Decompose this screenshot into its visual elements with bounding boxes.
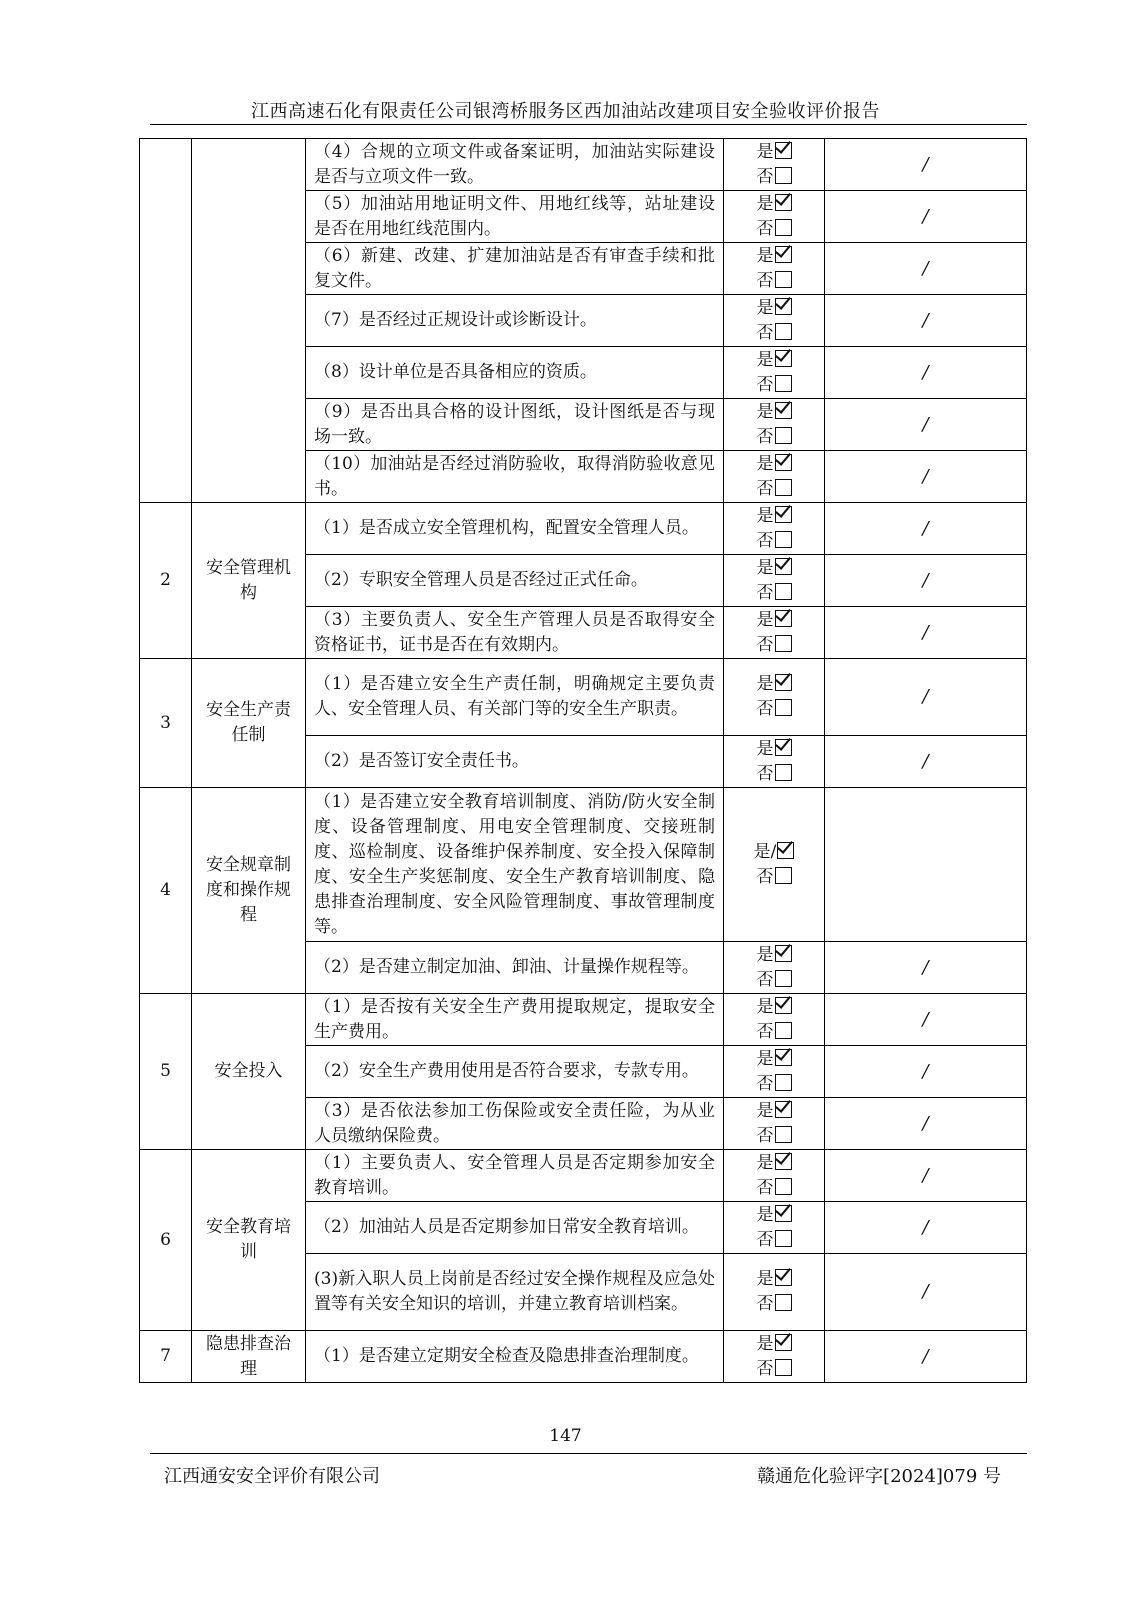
remark-cell <box>825 451 1027 503</box>
header-rule <box>150 124 1027 125</box>
checked-box-icon <box>775 1101 792 1118</box>
yes-label: 是 <box>756 505 774 526</box>
no-option <box>732 477 816 502</box>
no-option <box>732 1228 816 1253</box>
no-option <box>732 1072 816 1097</box>
remark-cell <box>825 347 1027 399</box>
remark-text: / <box>922 413 929 435</box>
checked-box-icon <box>775 1334 792 1351</box>
empty-box-icon <box>775 867 792 884</box>
no-option <box>732 1020 816 1045</box>
empty-box-icon <box>775 1126 792 1143</box>
item-number-cell <box>140 139 192 503</box>
yes-option <box>732 1267 816 1292</box>
remark-text: / <box>922 686 929 707</box>
no-option <box>732 373 816 398</box>
checked-box-icon <box>777 842 794 859</box>
yes-option <box>732 1203 816 1228</box>
yes-label: 是 <box>756 1204 774 1225</box>
check-result-cell <box>724 1202 825 1254</box>
empty-box-icon <box>775 1359 792 1376</box>
no-option <box>732 1292 816 1317</box>
check-item-name-cell: 安全管理机构 <box>192 503 306 659</box>
check-result-cell <box>724 191 825 243</box>
page-header-title: 江西高速石化有限责任公司银湾桥服务区西加油站改建项目安全验收评价报告 <box>251 101 880 122</box>
check-content-cell: （1）是否成立安全管理机构，配置安全管理人员。 <box>306 503 724 555</box>
remark-cell <box>825 788 1027 942</box>
no-option <box>732 1124 816 1149</box>
page-number: 147 <box>549 1426 582 1446</box>
item-number-cell: 5 <box>140 994 192 1150</box>
check-content-cell: （6）新建、改建、扩建加油站是否有审查手续和批复文件。 <box>306 243 724 295</box>
yes-label: 是 <box>756 453 774 474</box>
no-label: 否 <box>756 1294 774 1314</box>
remark-text: / <box>922 1060 929 1082</box>
yes-label: 是 <box>756 297 774 318</box>
yes-label: 是 <box>756 1152 774 1173</box>
no-option <box>732 269 816 294</box>
no-label: 否 <box>756 166 774 187</box>
footer-company: 江西通安安全评价有限公司 <box>164 1466 380 1487</box>
yes-option <box>732 1151 816 1176</box>
no-option <box>732 762 816 787</box>
check-result-cell <box>724 347 825 399</box>
no-label: 否 <box>756 634 774 655</box>
checked-box-icon <box>775 454 792 471</box>
no-option <box>732 425 816 450</box>
check-content-cell: （2）专职安全管理人员是否经过正式任命。 <box>306 555 724 607</box>
table-row <box>140 659 1027 736</box>
empty-box-icon <box>775 1178 792 1195</box>
yes-option <box>732 556 816 581</box>
check-content-cell: （2）安全生产费用使用是否符合要求，专款专用。 <box>306 1046 724 1098</box>
check-content-cell: （5）加油站用地证明文件、用地红线等，站址建设是否在用地红线范围内。 <box>306 191 724 243</box>
yes-label: 是 <box>756 674 774 694</box>
item-number-cell: 4 <box>140 788 192 994</box>
check-content-cell: （2）加油站人员是否定期参加日常安全教育培训。 <box>306 1202 724 1254</box>
item-number-cell: 2 <box>140 503 192 659</box>
check-content-cell: （2）是否建立制定加油、卸油、计量操作规程等。 <box>306 942 724 994</box>
yes-option <box>732 737 816 762</box>
remark-cell <box>825 607 1027 659</box>
empty-box-icon <box>775 271 792 288</box>
remark-cell <box>825 942 1027 994</box>
no-label: 否 <box>756 1229 774 1250</box>
remark-cell <box>825 994 1027 1046</box>
check-item-name-cell: 安全规章制度和操作规程 <box>192 788 306 994</box>
check-content-cell: （1）是否建立定期安全检查及隐患排查治理制度。 <box>306 1331 724 1383</box>
check-content-cell: （2）是否签订安全责任书。 <box>306 736 724 788</box>
yes-option <box>732 348 816 373</box>
checked-box-icon <box>775 298 792 315</box>
no-label: 否 <box>756 1358 774 1379</box>
remark-text: / <box>922 257 929 279</box>
yes-option <box>732 1099 816 1124</box>
check-content-cell: （7）是否经过正规设计或诊断设计。 <box>306 295 724 347</box>
no-option <box>732 529 816 554</box>
check-item-name-cell: 安全教育培训 <box>192 1150 306 1331</box>
yes-label: 是 <box>756 557 774 578</box>
remark-text: / <box>922 569 929 591</box>
no-option <box>732 633 816 658</box>
checked-box-icon <box>775 246 792 263</box>
check-content-cell: （4）合规的立项文件或备案证明，加油站实际建设是否与立项文件一致。 <box>306 139 724 191</box>
yes-label: 是 <box>756 944 774 965</box>
remark-text: / <box>922 621 929 643</box>
check-result-cell <box>724 399 825 451</box>
yes-option <box>732 400 816 425</box>
yes-label: 是 <box>756 738 774 759</box>
remark-text: / <box>922 750 929 772</box>
check-result-cell <box>724 243 825 295</box>
checked-box-icon <box>775 558 792 575</box>
no-option <box>732 165 816 190</box>
check-result-cell <box>724 607 825 659</box>
check-content-cell: （3）主要负责人、安全生产管理人员是否取得安全资格证书，证书是否在有效期内。 <box>306 607 724 659</box>
remark-text: / <box>922 153 929 175</box>
remark-text: / <box>922 1008 929 1030</box>
checked-box-icon <box>775 1205 792 1222</box>
check-result-cell <box>724 1046 825 1098</box>
checked-box-icon <box>775 506 792 523</box>
remark-cell <box>825 555 1027 607</box>
empty-box-icon <box>775 635 792 652</box>
yes-option <box>732 943 816 968</box>
check-content-cell: （1）是否建立安全教育培训制度、消防/防火安全制度、设备管理制度、用电安全管理制度、交接班制度、巡检制度、设备维护保养制度、安全投入保障制度、安全生产奖惩制度、安全生产教育培训制度、隐患排查治理制度、安全风险管理制度、事故管理制度等。 <box>306 788 724 942</box>
remark-cell <box>825 295 1027 347</box>
no-option <box>732 1176 816 1201</box>
check-content-cell: （10）加油站是否经过消防验收，取得消防验收意见书。 <box>306 451 724 503</box>
check-content-cell: （3）是否依法参加工伤保险或安全责任险，为从业人员缴纳保险费。 <box>306 1098 724 1150</box>
check-content-cell: （9）是否出具合格的设计图纸，设计图纸是否与现场一致。 <box>306 399 724 451</box>
empty-box-icon <box>775 1022 792 1039</box>
no-label: 否 <box>756 374 774 395</box>
remark-text: / <box>922 465 929 487</box>
check-result-cell <box>724 139 825 191</box>
empty-box-icon <box>775 219 792 236</box>
empty-box-icon <box>775 323 792 340</box>
yes-label: 是 <box>756 609 774 630</box>
yes-option <box>732 140 816 165</box>
remark-text: / <box>922 1164 929 1186</box>
safety-checklist-table <box>139 138 1027 1383</box>
remark-cell <box>825 1046 1027 1098</box>
remark-cell <box>825 659 1027 736</box>
yes-option <box>732 296 816 321</box>
empty-box-icon <box>775 427 792 444</box>
no-label: 否 <box>756 1177 774 1198</box>
yes-option <box>732 995 816 1020</box>
table-row <box>140 1331 1027 1383</box>
yes-option <box>732 452 816 477</box>
check-result-cell <box>724 788 825 942</box>
check-content-cell: （1）是否按有关安全生产费用提取规定，提取安全生产费用。 <box>306 994 724 1046</box>
table-row <box>140 503 1027 555</box>
check-item-name-cell: 安全生产责任制 <box>192 659 306 788</box>
yes-option <box>732 608 816 633</box>
checked-box-icon <box>775 1269 792 1286</box>
check-result-cell <box>724 503 825 555</box>
check-content-cell: (3)新入职人员上岗前是否经过安全操作规程及应急处置等有关安全知识的培训，并建立教育培训档案。 <box>306 1254 724 1331</box>
yes-label: 是 <box>756 141 774 162</box>
no-option <box>732 321 816 346</box>
no-option <box>732 581 816 606</box>
no-label: 否 <box>756 1021 774 1042</box>
table-row <box>140 994 1027 1046</box>
checked-box-icon <box>775 350 792 367</box>
empty-box-icon <box>775 1230 792 1247</box>
item-number-cell: 6 <box>140 1150 192 1331</box>
yes-label: 是 <box>756 193 774 214</box>
no-label: 否 <box>756 478 774 499</box>
no-label: 否 <box>756 582 774 603</box>
remark-cell <box>825 139 1027 191</box>
yes-label: 是 <box>756 1333 774 1354</box>
check-result-cell <box>724 1331 825 1383</box>
remark-cell <box>825 1331 1027 1383</box>
yes-label: 是 <box>756 401 774 422</box>
check-result-cell <box>724 451 825 503</box>
remark-text: / <box>922 1112 929 1134</box>
remark-text: / <box>922 361 929 383</box>
check-result-cell <box>724 659 825 736</box>
yes-label: 是 <box>756 1269 774 1289</box>
check-result-cell <box>724 295 825 347</box>
empty-box-icon <box>775 531 792 548</box>
empty-box-icon <box>775 1074 792 1091</box>
check-result-cell <box>724 1254 825 1331</box>
yes-label: 是 <box>756 1048 774 1069</box>
yes-option <box>732 840 816 865</box>
no-option <box>732 865 816 890</box>
checked-box-icon <box>775 194 792 211</box>
no-label: 否 <box>756 1125 774 1146</box>
remark-text: / <box>922 1216 929 1238</box>
checked-box-icon <box>775 1153 792 1170</box>
remark-text: / <box>922 309 929 331</box>
footer-doc-number: 赣通危化验评字[2024]079 号 <box>757 1466 1001 1487</box>
empty-box-icon <box>775 699 792 716</box>
remark-cell <box>825 1150 1027 1202</box>
remark-cell <box>825 243 1027 295</box>
empty-box-icon <box>775 970 792 987</box>
remark-cell <box>825 399 1027 451</box>
remark-cell <box>825 1254 1027 1331</box>
remark-text: / <box>922 1345 929 1367</box>
no-label: 否 <box>756 530 774 551</box>
no-label: 否 <box>756 1073 774 1094</box>
remark-cell <box>825 503 1027 555</box>
check-item-name-cell: 安全投入 <box>192 994 306 1150</box>
checked-box-icon <box>775 945 792 962</box>
no-label: 否 <box>756 866 774 887</box>
yes-option <box>732 1047 816 1072</box>
check-result-cell <box>724 994 825 1046</box>
remark-cell <box>825 191 1027 243</box>
yes-option <box>732 192 816 217</box>
yes-label: 是 <box>756 349 774 370</box>
checked-box-icon <box>775 739 792 756</box>
no-label: 否 <box>756 763 774 784</box>
checked-box-icon <box>775 1049 792 1066</box>
no-option <box>732 968 816 993</box>
check-content-cell: （1）是否建立安全生产责任制，明确规定主要负责人、安全管理人员、有关部门等的安全生产职责。 <box>306 659 724 736</box>
yes-label: 是 <box>756 245 774 266</box>
checked-box-icon <box>775 674 792 691</box>
check-item-name-cell: 隐患排查治理 <box>192 1331 306 1383</box>
yes-label: 是/ <box>753 841 777 862</box>
check-content-cell: （1）主要负责人、安全管理人员是否定期参加安全教育培训。 <box>306 1150 724 1202</box>
check-content-cell: （8）设计单位是否具备相应的资质。 <box>306 347 724 399</box>
checked-box-icon <box>775 402 792 419</box>
check-result-cell <box>724 1150 825 1202</box>
no-label: 否 <box>756 969 774 990</box>
check-result-cell <box>724 555 825 607</box>
remark-text: / <box>922 517 929 539</box>
remark-cell <box>825 736 1027 788</box>
remark-text: / <box>922 1281 929 1302</box>
check-result-cell <box>724 736 825 788</box>
check-result-cell <box>724 942 825 994</box>
item-number-cell: 7 <box>140 1331 192 1383</box>
table-row <box>140 139 1027 191</box>
yes-option <box>732 1332 816 1357</box>
remark-text: / <box>922 205 929 227</box>
yes-option <box>732 244 816 269</box>
checked-box-icon <box>775 610 792 627</box>
empty-box-icon <box>775 167 792 184</box>
empty-box-icon <box>775 479 792 496</box>
table-row <box>140 788 1027 942</box>
checklist-body <box>140 139 1027 1383</box>
no-label: 否 <box>756 218 774 239</box>
no-option <box>732 217 816 242</box>
empty-box-icon <box>775 583 792 600</box>
yes-label: 是 <box>756 996 774 1017</box>
no-option <box>732 1357 816 1382</box>
empty-box-icon <box>775 1294 792 1311</box>
remark-cell <box>825 1098 1027 1150</box>
checked-box-icon <box>775 142 792 159</box>
no-label: 否 <box>756 270 774 291</box>
no-option <box>732 697 816 722</box>
empty-box-icon <box>775 375 792 392</box>
check-item-name-cell <box>192 139 306 503</box>
yes-label: 是 <box>756 1100 774 1121</box>
yes-option <box>732 504 816 529</box>
remark-text: / <box>922 956 929 978</box>
empty-box-icon <box>775 764 792 781</box>
no-label: 否 <box>756 699 774 719</box>
item-number-cell: 3 <box>140 659 192 788</box>
no-label: 否 <box>756 322 774 343</box>
remark-cell <box>825 1202 1027 1254</box>
yes-option <box>732 672 816 697</box>
check-result-cell <box>724 1098 825 1150</box>
checked-box-icon <box>775 997 792 1014</box>
no-label: 否 <box>756 426 774 447</box>
footer-rule <box>150 1453 1027 1454</box>
table-row <box>140 1150 1027 1202</box>
